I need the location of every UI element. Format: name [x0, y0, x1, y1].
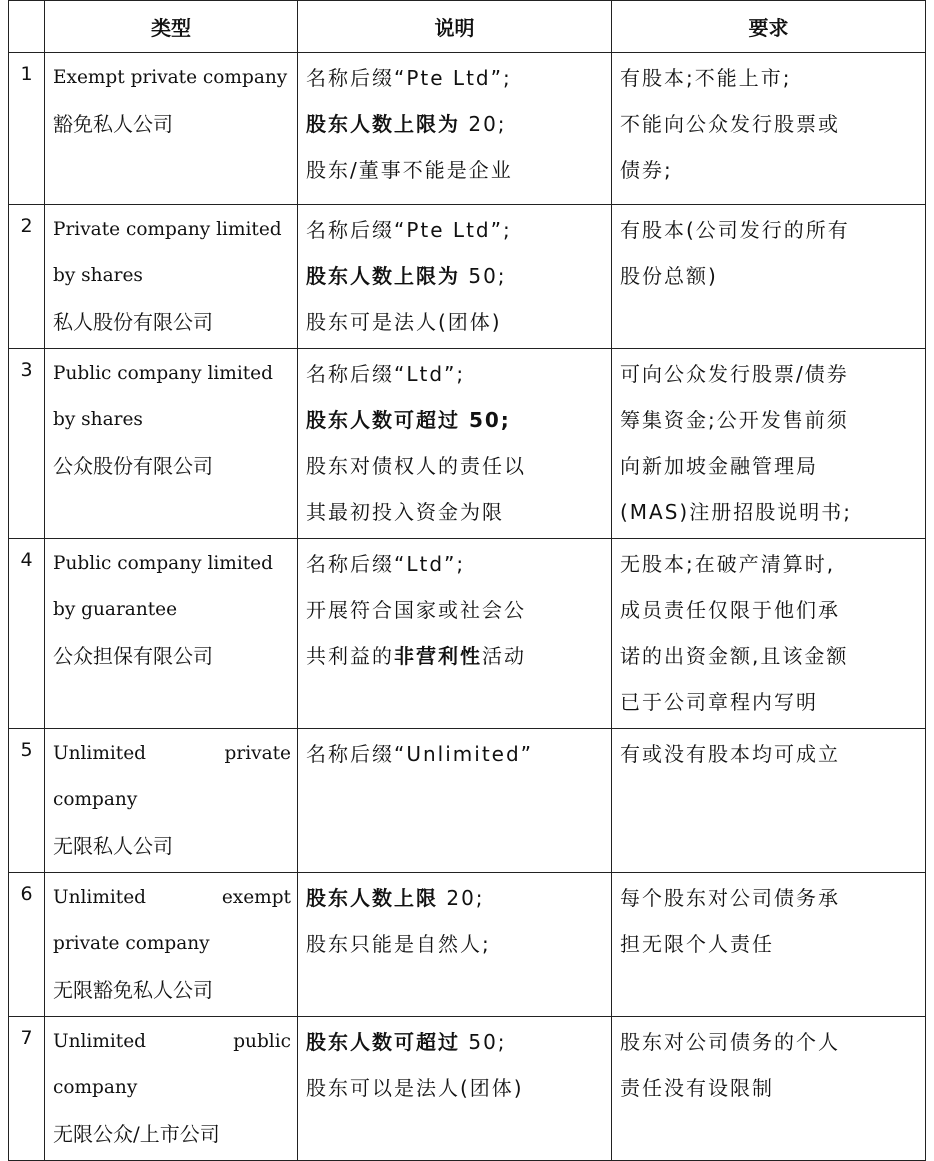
table-row	[9, 873, 926, 1017]
company-type-english: Public company limited	[53, 553, 273, 574]
requirement-line	[620, 590, 919, 636]
text-segment: 其最初投入资金为限	[306, 500, 504, 524]
company-type-english: company	[53, 789, 138, 810]
description-line	[306, 544, 605, 590]
company-type-line	[53, 734, 291, 780]
company-type-cell	[45, 205, 298, 349]
description-line	[306, 446, 605, 492]
description-line	[306, 924, 605, 970]
requirement-line	[620, 150, 919, 196]
text-segment: 20;	[460, 112, 507, 136]
company-type-english: Private company limited	[53, 219, 282, 240]
description-line	[306, 878, 605, 924]
company-type-cell	[45, 729, 298, 873]
text-segment: 50;	[460, 264, 507, 288]
requirement-line	[620, 104, 919, 150]
requirement-cell	[612, 1017, 926, 1161]
requirement-cell	[612, 349, 926, 539]
description-line	[306, 400, 605, 446]
requirement-line	[620, 354, 919, 400]
requirement-line	[620, 734, 919, 780]
company-type-chinese: 无限私人公司	[53, 834, 173, 858]
text-segment: 责任没有设限制	[620, 1076, 774, 1100]
row-number: 2	[9, 205, 45, 349]
requirement-cell	[612, 729, 926, 873]
text-segment: 名称后缀“Ltd”;	[306, 552, 466, 576]
bold-text: 非营利性	[394, 644, 482, 668]
row-number: 1	[9, 53, 45, 205]
requirement-line	[620, 210, 919, 256]
description-line	[306, 492, 605, 538]
requirement-line	[620, 446, 919, 492]
description-cell	[298, 1017, 612, 1161]
company-type-word: exempt	[221, 887, 291, 908]
requirement-line	[620, 636, 919, 682]
description-cell	[298, 729, 612, 873]
company-type-chinese: 无限公众/上市公司	[53, 1122, 220, 1146]
description-line	[306, 210, 605, 256]
requirement-line	[620, 256, 919, 302]
table-row	[9, 349, 926, 539]
requirement-line	[620, 400, 919, 446]
company-type-cell	[45, 539, 298, 729]
text-segment: 股东可以是法人(团体)	[306, 1076, 524, 1100]
text-segment: 名称后缀“Ltd”;	[306, 362, 466, 386]
description-line	[306, 58, 605, 104]
company-type-word: Unlimited	[53, 1031, 147, 1052]
text-segment: 每个股东对公司债务承	[620, 886, 840, 910]
text-segment: 已于公司章程内写明	[620, 690, 818, 714]
text-segment: 开展符合国家或社会公	[306, 598, 526, 622]
header-desc: 说明	[298, 1, 612, 53]
company-type-cell	[45, 873, 298, 1017]
company-types-table	[8, 0, 926, 1161]
text-segment: 有或没有股本均可成立	[620, 742, 840, 766]
requirement-cell	[612, 53, 926, 205]
text-segment: 20;	[438, 886, 485, 910]
requirement-cell	[612, 539, 926, 729]
requirement-line	[620, 878, 919, 924]
description-cell	[298, 53, 612, 205]
bold-text: 股东人数上限为	[306, 264, 460, 288]
company-type-english: by shares	[53, 265, 143, 286]
company-type-english: by shares	[53, 409, 143, 430]
header-num	[9, 1, 45, 53]
company-type-word: private	[224, 743, 291, 764]
description-cell	[298, 539, 612, 729]
description-cell	[298, 349, 612, 539]
description-line	[306, 636, 605, 682]
company-type-chinese: 公众担保有限公司	[53, 644, 213, 668]
text-segment: 50;	[460, 1030, 507, 1054]
text-segment: 诺的出资金额,且该金额	[620, 644, 849, 668]
requirement-line	[620, 492, 919, 538]
company-type-english: by guarantee	[53, 599, 178, 620]
company-type-word: Unlimited	[53, 743, 147, 764]
row-number: 4	[9, 539, 45, 729]
text-segment: 股份总额)	[620, 264, 718, 288]
company-type-cell	[45, 53, 298, 205]
description-line	[306, 1022, 605, 1068]
company-type-chinese: 公众股份有限公司	[53, 454, 213, 478]
text-segment: 有股本;不能上市;	[620, 66, 792, 90]
company-type-english: company	[53, 1077, 138, 1098]
table-row	[9, 1017, 926, 1161]
header-req: 要求	[612, 1, 926, 53]
row-number: 7	[9, 1017, 45, 1161]
text-segment: 无股本;在破产清算时,	[620, 552, 836, 576]
text-segment: 不能向公众发行股票或	[620, 112, 840, 136]
text-segment: 向新加坡金融管理局	[620, 454, 818, 478]
text-segment: 股东只能是自然人;	[306, 932, 491, 956]
company-type-english: private company	[53, 933, 210, 954]
bold-text: 股东人数上限为	[306, 112, 460, 136]
requirement-cell	[612, 205, 926, 349]
row-number: 6	[9, 873, 45, 1017]
text-segment: 成员责任仅限于他们承	[620, 598, 840, 622]
bold-text: 股东人数可超过	[306, 1030, 460, 1054]
company-type-word: public	[233, 1031, 291, 1052]
description-line	[306, 734, 605, 780]
header-row	[9, 1, 926, 53]
text-segment: 筹集资金;公开发售前须	[620, 408, 849, 432]
text-segment: 活动	[482, 644, 526, 668]
company-type-word: Unlimited	[53, 887, 147, 908]
table-row	[9, 205, 926, 349]
company-type-english: Public company limited	[53, 363, 273, 384]
table-row	[9, 729, 926, 873]
company-type-chinese: 豁免私人公司	[53, 112, 173, 136]
description-line	[306, 354, 605, 400]
text-segment: 股东对债权人的责任以	[306, 454, 526, 478]
company-type-cell	[45, 349, 298, 539]
table-body	[9, 53, 926, 1161]
table-row	[9, 53, 926, 205]
text-segment: 股东对公司债务的个人	[620, 1030, 840, 1054]
requirement-line	[620, 924, 919, 970]
company-type-chinese: 无限豁免私人公司	[53, 978, 213, 1002]
text-segment: 名称后缀“Pte Ltd”;	[306, 66, 512, 90]
description-cell	[298, 205, 612, 349]
header-type: 类型	[45, 1, 298, 53]
bold-text: 股东人数可超过	[306, 408, 460, 432]
company-type-english: Exempt private company	[53, 67, 288, 88]
text-segment: 可向公众发行股票/债券	[620, 362, 849, 386]
company-type-chinese: 私人股份有限公司	[53, 310, 213, 334]
description-line	[306, 1068, 605, 1114]
requirement-cell	[612, 873, 926, 1017]
requirement-line	[620, 544, 919, 590]
company-type-line	[53, 878, 291, 924]
description-line	[306, 256, 605, 302]
requirement-line	[620, 58, 919, 104]
row-number: 3	[9, 349, 45, 539]
company-type-cell	[45, 1017, 298, 1161]
table-row	[9, 539, 926, 729]
row-number: 5	[9, 729, 45, 873]
text-segment: 债券;	[620, 158, 673, 182]
description-line	[306, 590, 605, 636]
requirement-line	[620, 1068, 919, 1114]
description-line	[306, 150, 605, 196]
text-segment: 有股本(公司发行的所有	[620, 218, 850, 242]
text-segment: 名称后缀“Unlimited”	[306, 742, 534, 766]
text-segment: 共利益的	[306, 644, 394, 668]
bold-text: 股东人数上限	[306, 886, 438, 910]
requirement-line	[620, 682, 919, 728]
text-segment: 名称后缀“Pte Ltd”;	[306, 218, 512, 242]
text-segment: (MAS)注册招股说明书;	[620, 500, 852, 524]
bold-text: 50;	[460, 408, 511, 432]
description-line	[306, 302, 605, 348]
requirement-line	[620, 1022, 919, 1068]
text-segment: 股东可是法人(团体)	[306, 310, 502, 334]
text-segment: 股东/董事不能是企业	[306, 158, 513, 182]
description-cell	[298, 873, 612, 1017]
company-type-line	[53, 1022, 291, 1068]
description-line	[306, 104, 605, 150]
text-segment: 担无限个人责任	[620, 932, 774, 956]
